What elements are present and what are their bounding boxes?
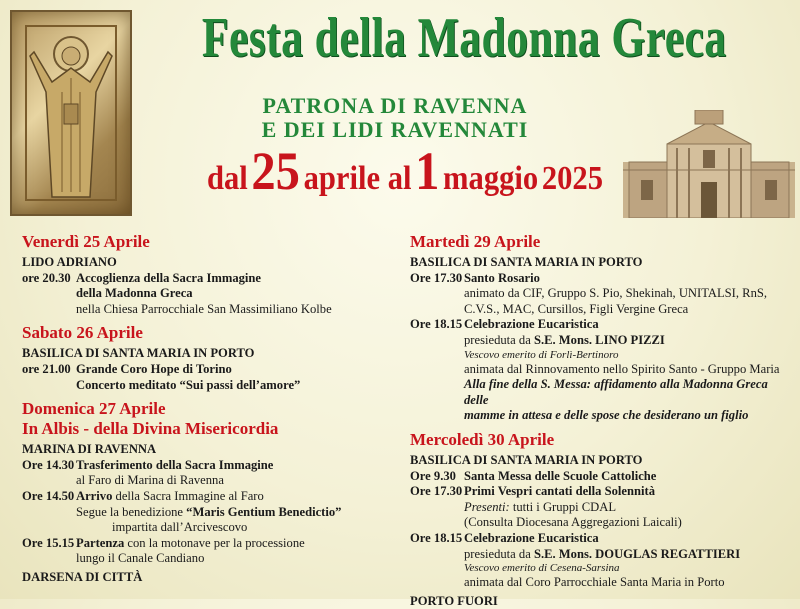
venue: LIDO ADRIANO	[22, 255, 117, 269]
event-row: Ore 17.30 Primi Vespri cantati della Solennità	[410, 484, 656, 499]
event-row: Ore 18.15 Celebrazione Eucaristica	[410, 317, 599, 332]
subtitle-patrona: PATRONA DI RAVENNA	[262, 93, 528, 118]
program-right-column: Martedì 29 Aprile BASILICA DI SANTA MARIA IN PORTO Ore 17.30 Santo Rosario animato da CIF, Gruppo S. Pio, Shekinah, UNITALSI, RnS, C.V.S., MAC, Cursillos, Figli Vergine Greca Ore 18.15 Celebrazione Eucaristica presieduta da S.E. Mons. LINO PIZZI Vescovo emerito di Forlì-Bertinoro animata dal Rinnovamento nello Spirito Santo - Gruppo Maria Alla fine della S. Messa: affidamento alla Madonna Greca delle mamme in attesa e delle spose che desiderano un figlio Mercoledì 30 Aprile BASILICA DI SANTA MARIA IN PORTO Ore 9.30 Santa Messa delle Scuole Cattoliche Ore 17.30 Primi Vespri cantati della Solennità Presenti: tutti i Gruppi CDAL (Consulta Diocesana Aggregazioni Laicali) Ore 18.15 Celebrazione Eucaristica presieduta da S.E. Mons. DOUGLAS REGATTIERI Vescovo emerito di Cesena-Sarsina animata dal Coro Parrocchiale Santa Maria in Porto PORTO FUORI	[410, 232, 795, 609]
event-row: Ore 15.15 Partenza con la motonave per la processione	[22, 535, 305, 550]
day-heading: Martedì 29 Aprile	[410, 232, 541, 251]
venue: PORTO FUORI	[410, 593, 498, 608]
day-heading: Sabato 26 Aprile	[22, 323, 143, 343]
page-title: Festa della Madonna Greca	[201, 7, 727, 69]
madonna-greca-icon	[10, 10, 132, 216]
venue: DARSENA DI CITTÀ	[22, 569, 143, 584]
day-heading: Domenica 27 Aprile	[22, 399, 166, 419]
event-row: Ore 14.50 Arrivo della Sacra Immagine al Faro	[22, 488, 264, 503]
day-heading: Mercoledì 30 Aprile	[410, 429, 555, 449]
day-heading: Venerdì 25 Aprile	[22, 232, 150, 251]
venue: BASILICA DI SANTA MARIA IN PORTO	[410, 255, 643, 269]
event-row: ore 20.30 Accoglienza della Sacra Immagine	[22, 270, 262, 285]
event-row: ore 21.00 Grande Coro Hope di Torino	[22, 361, 232, 376]
venue: BASILICA DI SANTA MARIA IN PORTO	[22, 346, 255, 361]
venue: BASILICA DI SANTA MARIA IN PORTO	[410, 452, 643, 467]
venue: MARINA DI RAVENNA	[22, 442, 157, 457]
festival-dates: dal 25 aprile al 1 maggio 2025	[206, 141, 604, 201]
subtitle-lidi: E DEI LIDI RAVENNATI	[261, 117, 529, 142]
event-row: Ore 9.30 Santa Messa delle Scuole Cattoliche	[410, 468, 657, 483]
event-row: Ore 14.30 Trasferimento della Sacra Immagine	[22, 457, 274, 472]
event-row: Ore 17.30 Santo Rosario	[410, 270, 540, 285]
event-row: Ore 18.15 Celebrazione Eucaristica	[410, 530, 599, 545]
program-left-column: Venerdì 25 Aprile LIDO ADRIANO ore 20.30 Accoglienza della Sacra Immagine della Madonna Greca nella Chiesa Parrocchiale San Massimiliano Kolbe Sabato 26 Aprile BASILICA DI SANTA MARIA IN PORTO ore 21.00 Grande Coro Hope di Torino Concerto meditato “Sui passi dell’amore” Domenica 27 Aprile In Albis - della Divina Misericordia MARINA DI RAVENNA Ore 14.30 Trasferimento della Sacra Immagine al Faro di Marina di Ravenna Ore 14.50 Arrivo della Sacra Immagine al Faro Segue la benedizione “Maris Gentium Benedictio” impartita dall’Arcivescovo Ore 15.15 Partenza con la motonave per la processione lungo il Canale Candiano DARSENA DI CITTÀ	[22, 232, 402, 586]
day-subheading: In Albis - della Divina Misericordia	[22, 419, 279, 439]
